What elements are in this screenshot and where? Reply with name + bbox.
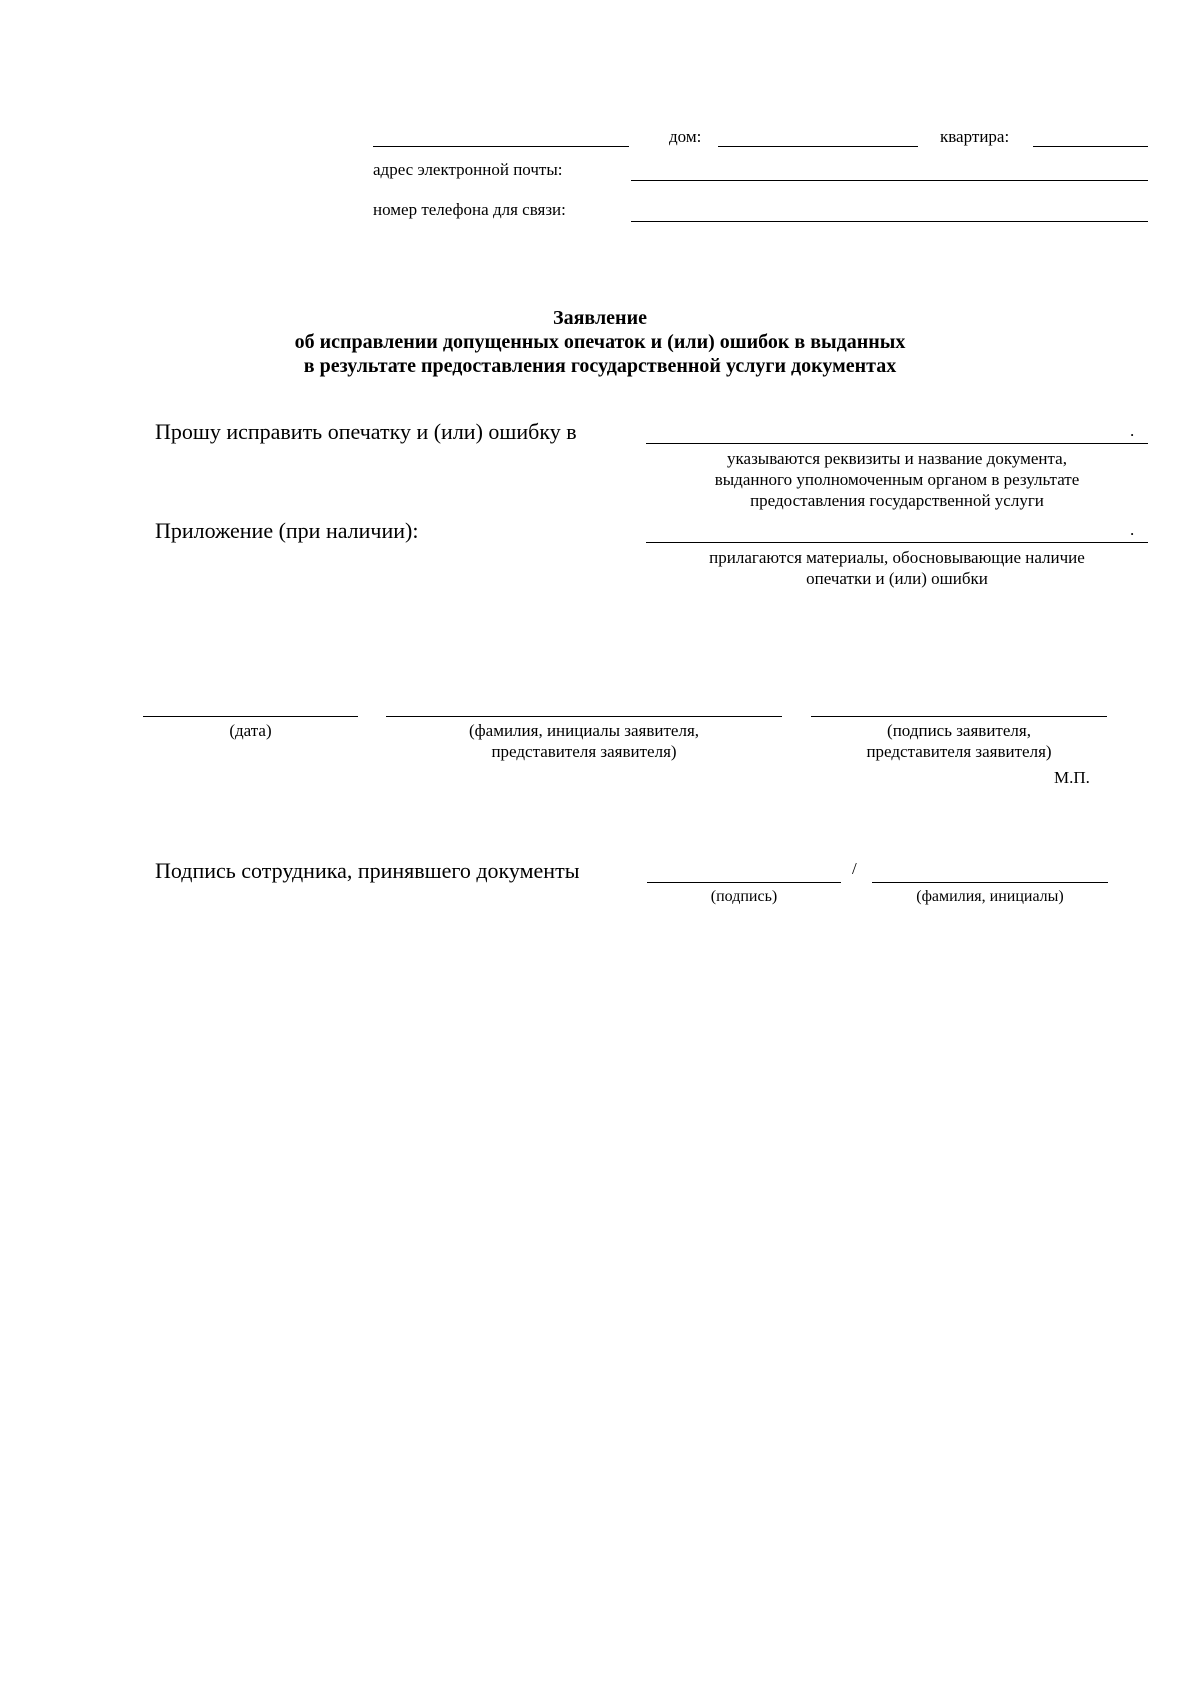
house-field-line[interactable]	[718, 146, 918, 147]
request-end-mark: .	[1130, 421, 1135, 440]
request-hint-line-2: выданного уполномоченным органом в результате	[714, 470, 1080, 489]
applicant-name-caption-line-2: представителя заявителя)	[491, 742, 677, 761]
request-field-line[interactable]	[646, 443, 1148, 444]
attachment-end-mark: .	[1130, 520, 1135, 539]
date-field-line[interactable]	[143, 716, 358, 717]
email-label: адрес электронной почты:	[373, 160, 563, 179]
house-label: дом:	[669, 127, 702, 146]
applicant-signature-caption	[811, 720, 1107, 762]
attachment-text: Приложение (при наличии):	[155, 518, 419, 543]
employee-signature-text: Подпись сотрудника, принявшего документы	[155, 858, 580, 883]
employee-signature-caption: (подпись)	[710, 888, 778, 905]
applicant-name-field-line[interactable]	[386, 716, 782, 717]
applicant-name-caption-line-1: (фамилия, инициалы заявителя,	[468, 721, 700, 740]
attachment-hint	[646, 547, 1148, 589]
apartment-field-line[interactable]	[1033, 146, 1148, 147]
street-field-line[interactable]	[373, 146, 629, 147]
phone-field-line[interactable]	[631, 221, 1148, 222]
employee-name-field-line[interactable]	[872, 882, 1108, 883]
phone-label: номер телефона для связи:	[373, 200, 566, 219]
email-field-line[interactable]	[631, 180, 1148, 181]
applicant-signature-field-line[interactable]	[811, 716, 1107, 717]
document-title	[0, 306, 1200, 378]
title-line-1: Заявление	[553, 307, 647, 329]
date-caption: (дата)	[229, 721, 272, 740]
request-text: Прошу исправить опечатку и (или) ошибку в	[155, 419, 577, 444]
request-hint-line-1: указываются реквизиты и название документа,	[727, 449, 1067, 468]
applicant-signature-caption-line-2: представителя заявителя)	[866, 742, 1052, 761]
stamp-label: М.П.	[1054, 768, 1090, 787]
attachment-hint-line-1: прилагаются материалы, обосновывающие наличие	[709, 548, 1085, 567]
request-hint-line-3: предоставления государственной услуги	[750, 491, 1044, 510]
applicant-signature-caption-line-1: (подпись заявителя,	[887, 721, 1031, 740]
request-hint	[646, 448, 1148, 511]
title-line-2: об исправлении допущенных опечаток и (или) ошибок в выданных	[294, 331, 906, 353]
apartment-label: квартира:	[940, 127, 1010, 146]
title-line-3: в результате предоставления государственной услуги документах	[303, 355, 897, 377]
employee-separator: /	[852, 859, 857, 878]
employee-signature-field-line[interactable]	[647, 882, 841, 883]
attachment-field-line[interactable]	[646, 542, 1148, 543]
attachment-hint-line-2: опечатки и (или) ошибки	[806, 569, 988, 588]
applicant-name-caption	[386, 720, 782, 762]
employee-name-caption: (фамилия, инициалы)	[916, 888, 1064, 905]
